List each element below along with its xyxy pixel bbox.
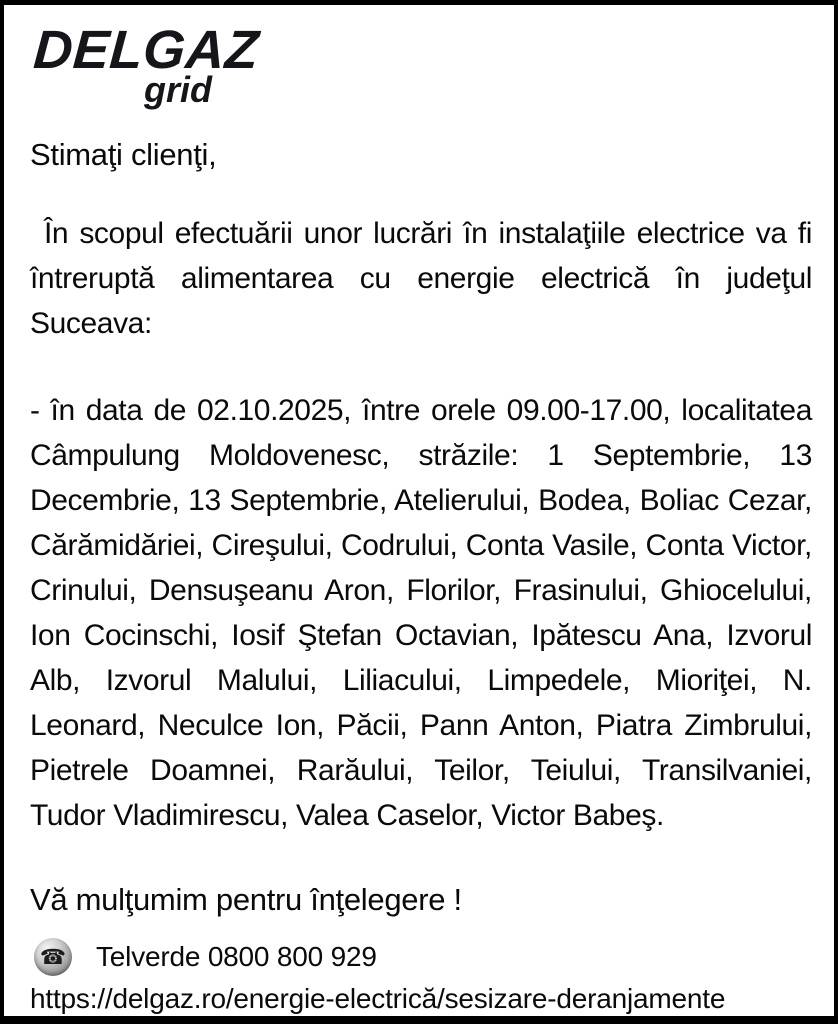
outage-details-paragraph: - în data de 02.10.2025, între orele 09.00-17.00, localitatea Câmpulung Moldovenesc, străzile: 1 Septembrie, 13 Decembrie, 13 Septembrie, Atelierului, Bodea, Boliac Cezar, Cărămidăriei, Cireşului, Codrului, Conta Vasile, Conta Victor, Crinului, Densuşeanu Aron, Florilor, Frasinului, Ghiocelului, Ion Cocinschi, Iosif Ştefan Octavian, Ipătescu Ana, Izvorul Alb, Izvorul Malului, Liliacului, Limpedele, Mioriţei, N. Leonard, Neculce Ion, Păcii, Pann Anton, Piatra Zimbrului, Pietrele Doamnei, Rarăului, Teilor, Teiului, Transilvaniei, Tudor Vladimirescu, Valea Caselor, Victor Babeş. [30, 394, 812, 832]
footer [30, 938, 812, 1015]
logo-sub-text: grid [144, 69, 212, 110]
telephone-icon [34, 938, 72, 976]
delgaz-logo [31, 20, 812, 110]
intro-paragraph: În scopul efectuării unor lucrări în instalaţiile electrice va fi întreruptă alimentarea cu energie electrică în judeţul Suceava: [30, 217, 812, 340]
logo-brand-text: DELGAZ [31, 20, 261, 80]
salutation-line: Stimaţi clienţi, [30, 137, 217, 172]
telverde-phone-label: Telverde 0800 800 929 [96, 941, 377, 972]
outage-report-url[interactable]: https://delgaz.ro/energie-electrică/sesizare-deranjamente [30, 983, 726, 1014]
thanks-line: Vă mulţumim pentru înţelegere ! [30, 882, 462, 917]
telephone-icon-glyph: ☎ [39, 945, 67, 969]
telverde-row [30, 938, 812, 976]
